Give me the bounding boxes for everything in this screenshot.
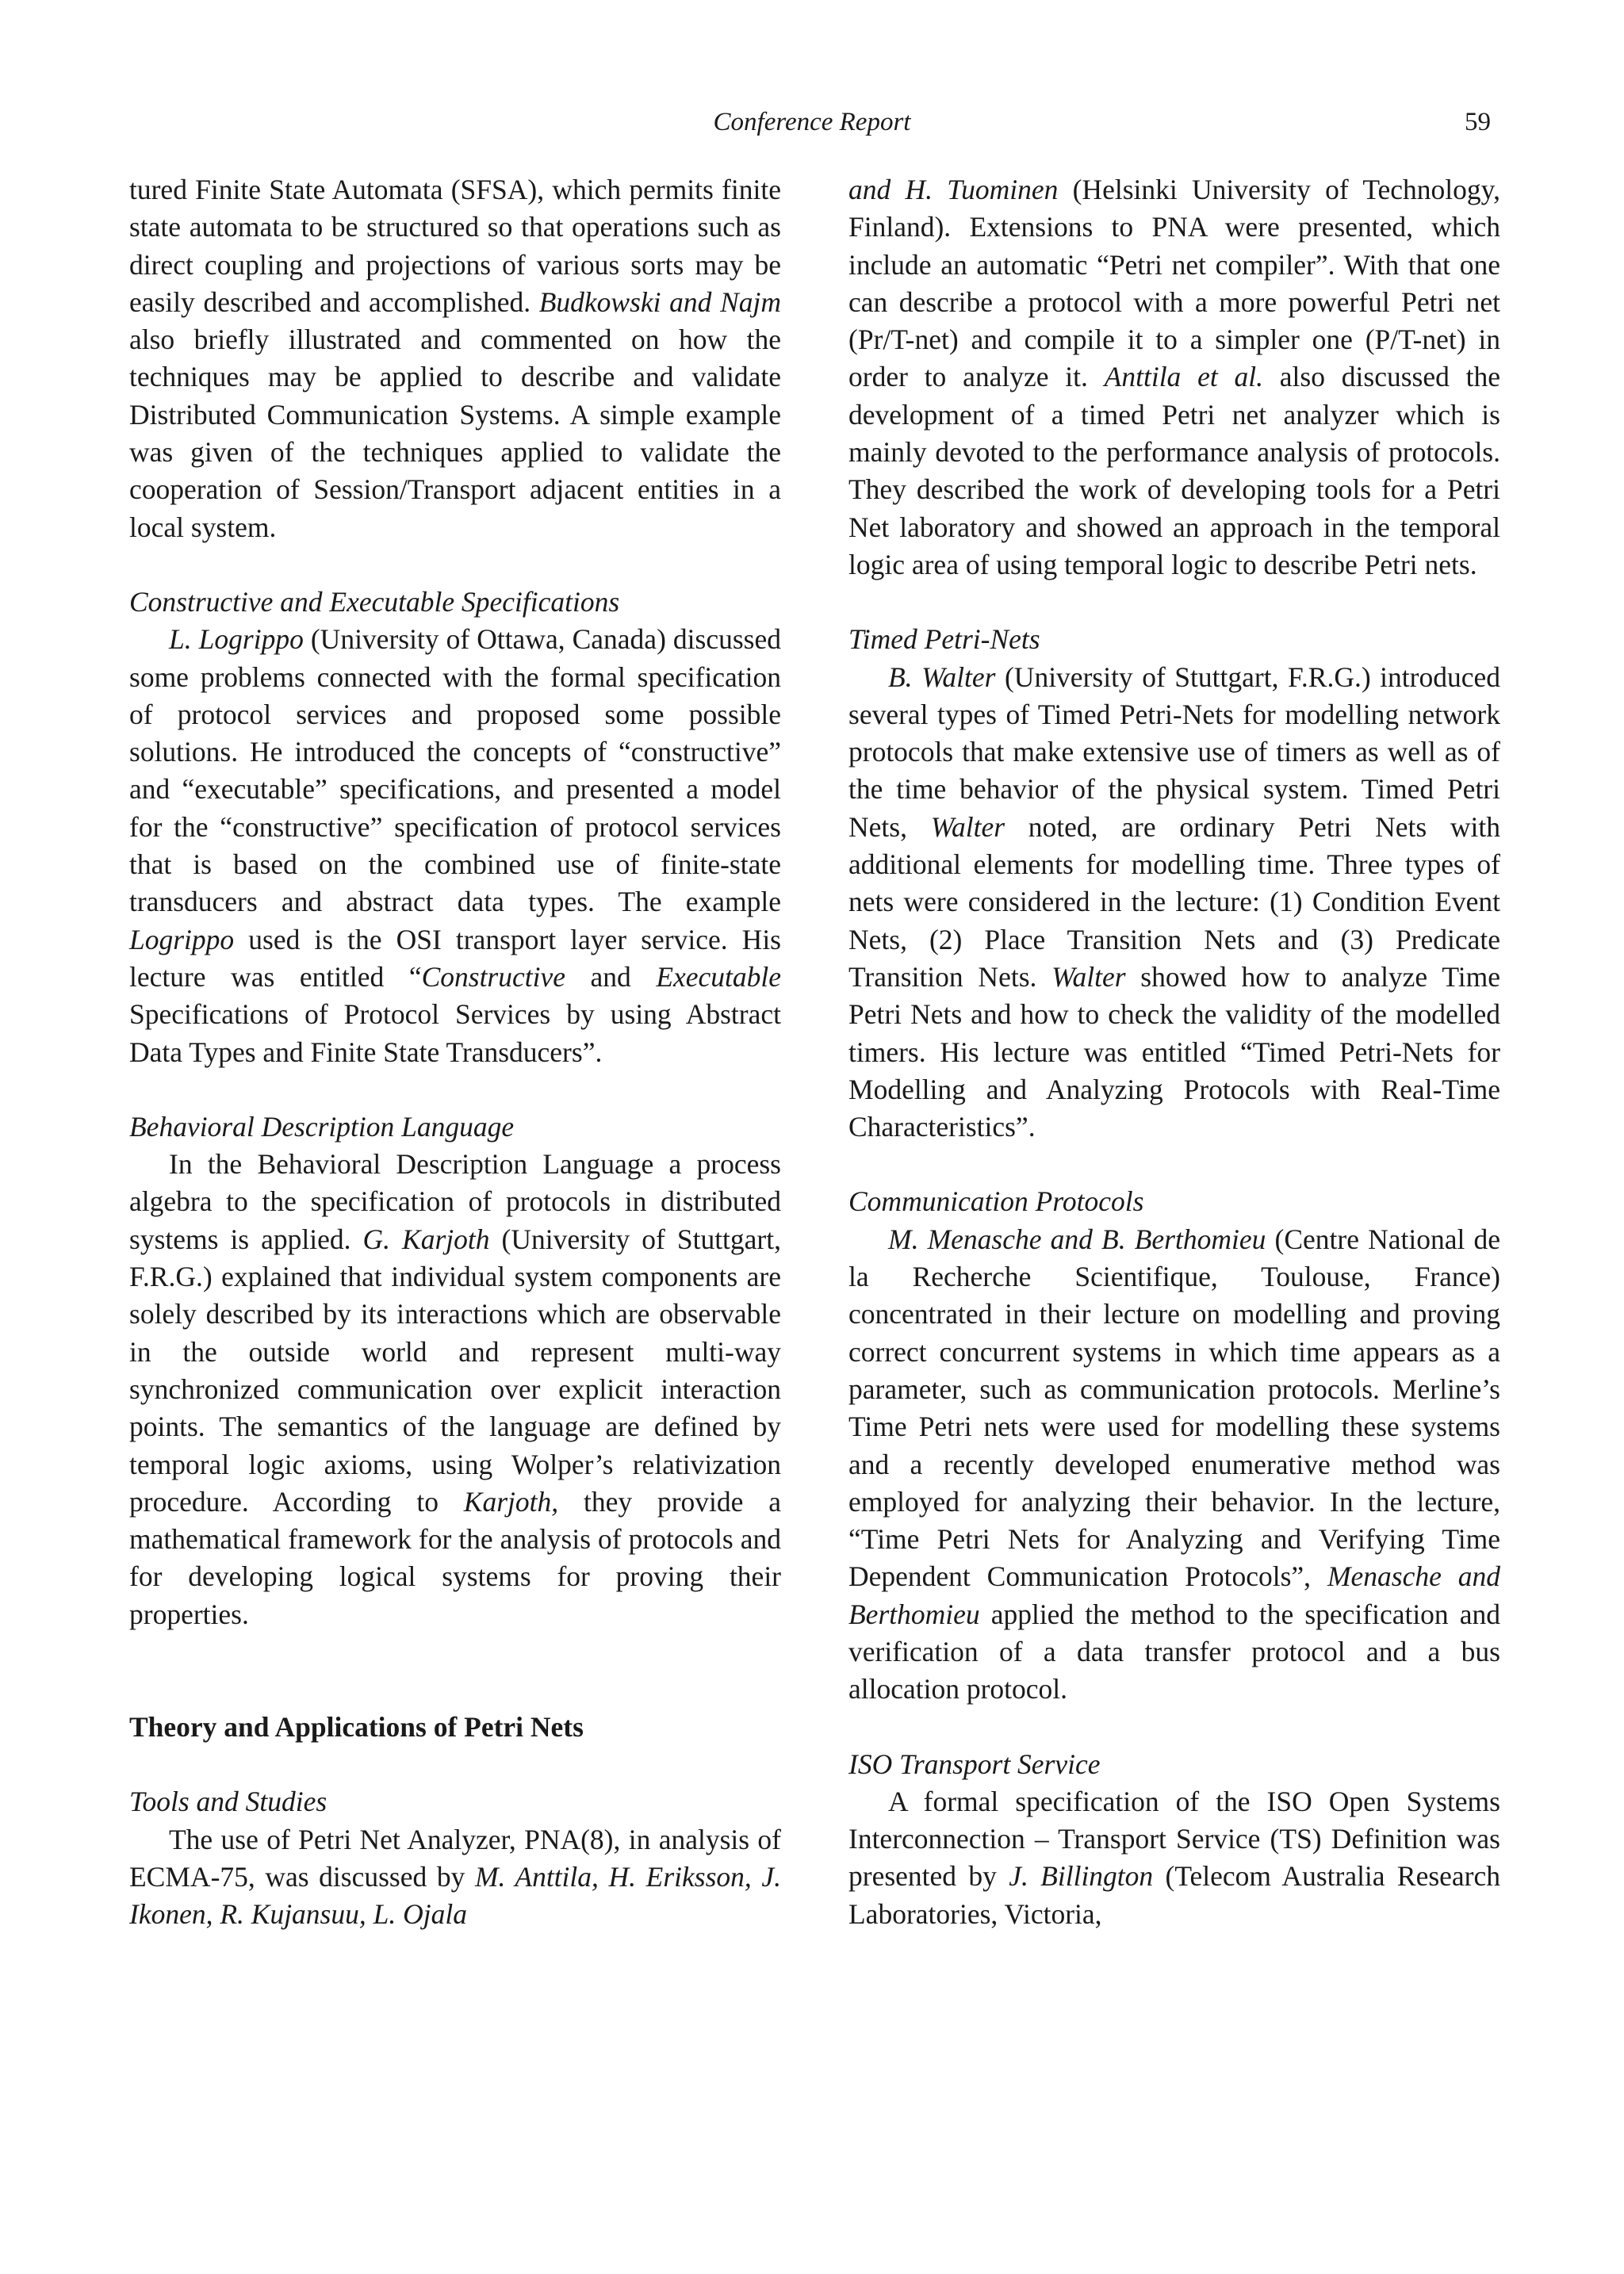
left-column [129,171,781,1933]
paragraph-pna: The use of Petri Net Analyzer, PNA(8), in analysis of ECMA-75, was discussed by M. Anttila, H. Eriksson, J. Ikonen, R. Kujansuu, L. Ojala [129,1823,781,1931]
subheading-behavioral: Behavioral Description Language [129,1110,515,1143]
paragraph-billington: A formal specification of the ISO Open Systems Interconnection – Transport Service (TS) Definition was presented by J. Billington (Telecom Australia Research Laboratories, Victoria, [848,1785,1500,1930]
author-name: Anttila et al. [1104,361,1263,393]
author-name: G. Karjoth [362,1223,490,1255]
paragraph-walter: B. Walter (University of Stuttgart, F.R.G.) introduced several types of Timed Petri-Nets for modelling network protocols that make extensive use of timers as well as of the time behavior of the physical system. Timed Petri Nets, Walter noted, are ordinary Petri Nets with additional elements for modelling time. Three types of nets were considered in the lecture: (1) Condition Event Nets, (2) Place Transition Nets and (3) Predicate Transition Nets. Walter showed how to analyze Time Petri Nets and how to check the validity of the modelled timers. His lecture was entitled “Timed Petri-Nets for Modelling and Analyzing Protocols with Real-Time Characteristics”. [848,660,1501,1143]
author-name: Walter [1051,960,1126,993]
author-name: Walter [930,810,1005,843]
author-name: J. Billington [1009,1860,1154,1893]
author-name: M. Menasche and B. Berthomieu [888,1223,1266,1255]
author-name: Menasche and Berthomieu [848,1560,1500,1630]
subheading-timed: Timed Petri-Nets [848,623,1040,656]
author-name: Karjoth, [463,1485,559,1518]
running-head [0,106,1624,138]
page-number: 59 [1465,108,1491,136]
subheading-tools: Tools and Studies [129,1786,327,1818]
author-name: M. Anttila, H. Eriksson, J. Ikonen, R. Kujansuu, L. Ojala [129,1860,781,1931]
paragraph-karjoth: In the Behavioral Description Language a process algebra to the specification of protocols in distributed systems is applied. G. Karjoth (University of Stuttgart, F.R.G.) explained that individual system components are solely described by its interactions which are observable in the outside world and represent multi-way synchronized communication over explicit interaction points. The semantics of the language are defined by temporal logic axioms, using Wolper’s relativization procedure. According to Karjoth, they provide a mathematical framework for the analysis of protocols and for developing logical systems for proving their properties. [129,1148,781,1630]
paragraph-pna-continued: and H. Tuominen (Helsinki University of Technology, Finland). Extensions to PNA were presented, which include an automatic “Petri net compiler”. With that one can describe a protocol with a more powerful Petri net (Pr/T-net) and compile it to a simpler one (P/T-net) in order to analyze it. Anttila et al. also discussed the development of a timed Petri net analyzer which is mainly devoted to the performance analysis of protocols. They described the work of developing tools for a Petri Net laboratory and showed an approach in the temporal logic area of using temporal logic to describe Petri nets. [848,174,1500,580]
author-name: L. Logrippo [169,623,304,656]
subheading-iso: ISO Transport Service [848,1748,1101,1780]
paragraph-sfsa: tured Finite State Automata (SFSA), which permits finite state automata to be structured so that operations such as direct coupling and projections of various sorts may be easily described and accomplished. Budkowski and Najm also briefly illustrated and commented on how the techniques may be applied to describe and validate Distributed Communication Systems. A simple example was given of the techniques applied to validate the cooperation of Session/Transport adjacent entities in a local system. [129,174,782,543]
subheading-communication: Communication Protocols [848,1185,1144,1218]
right-column [848,171,1500,1933]
author-name: B. Walter [888,660,996,693]
author-name: Logrippo [129,923,235,955]
author-name: Budkowski and Najm [538,285,782,318]
paragraph-logrippo: L. Logrippo (University of Ottawa, Canada) discussed some problems connected with the formal specification of protocol services and proposed some possible solutions. He introduced the concepts of “constructive” and “executable” specifications, and presented a model for the “constructive” specification of protocol services that is based on the combined use of finite-state transducers and abstract data types. The example Logrippo used is the OSI transport layer service. His lecture was entitled “Constructive and Executable Specifications of Protocol Services by using Abstract Data Types and Finite State Transducers”. [129,623,781,1068]
paragraph-menasche: M. Menasche and B. Berthomieu (Centre National de la Recherche Scientifique, Toulouse, France) concentrated in their lecture on modelling and proving correct concurrent systems in which time appears as a parameter, such as communication protocols. Merline’s Time Petri nets were used for modelling these systems and a recently developed enumerative method was employed for analyzing their behavior. In the lecture, “Time Petri Nets for Analyzing and Verifying Time Dependent Communication Protocols”, Menasche and Berthomieu applied the method to the specification and verification of a data transfer protocol and a bus allocation protocol. [848,1223,1500,1706]
section-title-petri-nets: Theory and Applications of Petri Nets [129,1710,584,1743]
author-name: and H. Tuominen [848,174,1059,205]
subheading-constructive: Constructive and Executable Specifications [129,585,620,618]
running-title: Conference Report [713,108,911,136]
